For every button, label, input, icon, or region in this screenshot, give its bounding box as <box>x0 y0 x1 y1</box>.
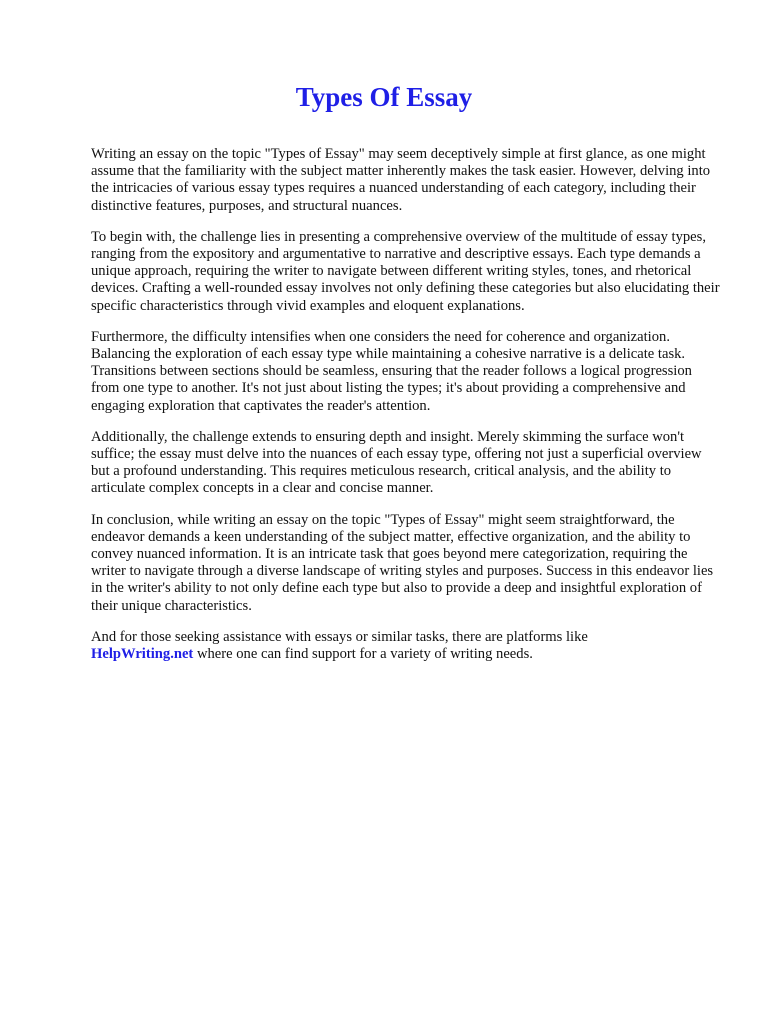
page-title: Types Of Essay <box>295 82 473 112</box>
paragraph-conclusion: In conclusion, while writing an essay on the topic "Types of Essay" might seem straightforward, the endeavor demands a keen understanding of the subject matter, effective organization, and the ability to convey nuanced information. It is an intricate task that goes beyond mere categorization, requiring the writer to navigate through a diverse landscape of writing styles and purposes. Success in this endeavor lies in the writer's ability to not only define each type but also to provide a deep and insightful exploration of their unique characteristics. <box>91 511 714 614</box>
paragraph-challenge: To begin with, the challenge lies in presenting a comprehensive overview of the multitude of essay types, ranging from the expository and argumentative to narrative and descriptive essays. Each type demands a unique approach, requiring the writer to navigate between different writing styles, tones, and rhetorical devices. Crafting a well-rounded essay involves not only defining these categories but also elucidating their specific characteristics through vivid examples and eloquent explanations. <box>91 228 720 314</box>
paragraph-intro: Writing an essay on the topic "Types of Essay" may seem deceptively simple at first glance, as one might assume that the familiarity with the subject matter inherently makes the task easier. However, delving into the intricacies of various essay types requires a nuanced understanding of each category, including their distinctive features, purposes, and structural nuances. <box>91 146 711 214</box>
closing-text-before-link: And for those seeking assistance with essays or similar tasks, there are platforms like <box>91 628 588 645</box>
helpwriting-link[interactable]: HelpWriting.net <box>91 646 194 663</box>
paragraph-coherence: Furthermore, the difficulty intensifies when one considers the need for coherence and organization. Balancing the exploration of each essay type while maintaining a cohesive narrative is a delicate task. Transitions between sections should be seamless, ensuring that the reader follows a logical progression from one type to another. It's not just about listing the types; it's about providing a comprehensive and engaging exploration that captivates the reader's attention. <box>91 328 692 414</box>
paragraph-closing <box>91 629 723 663</box>
document-body <box>91 146 723 677</box>
paragraph-depth: Additionally, the challenge extends to ensuring depth and insight. Merely skimming the surface won't suffice; the essay must delve into the nuances of each essay type, offering not just a superficial overview but a profound understanding. This requires meticulous research, critical analysis, and the ability to articulate complex concepts in a clear and concise manner. <box>91 428 702 497</box>
closing-text-after-link: where one can find support for a variety of writing needs. <box>193 646 533 663</box>
